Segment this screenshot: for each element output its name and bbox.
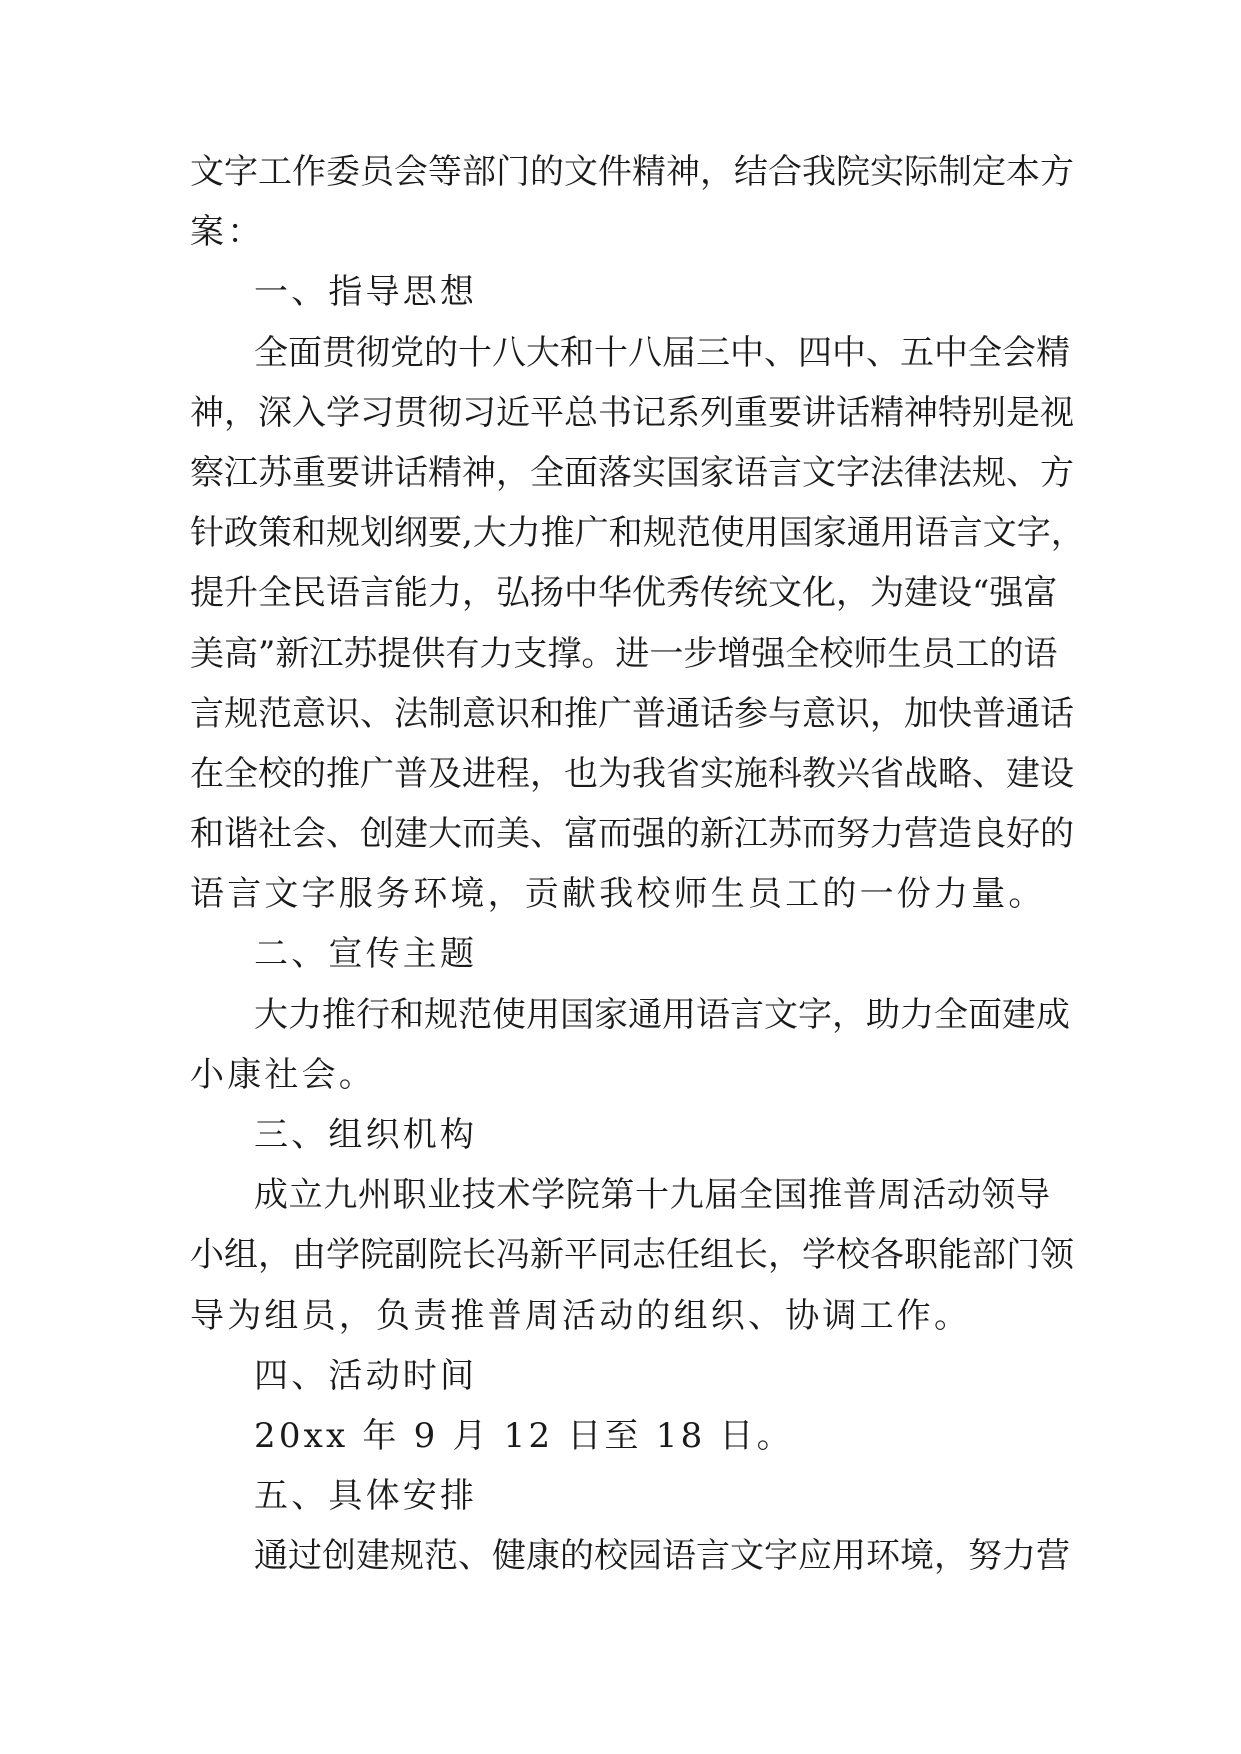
paragraph-line: 通过创建规范、健康的校园语言文字应用环境，努力营 [254,1536,1070,1577]
paragraph-line: 和谐社会、创建大而美、富而强的新江苏而努力营造良好的 [190,814,1074,855]
paragraph-line: 文字工作委员会等部门的文件精神，结合我院实际制定本方 [190,152,1074,192]
section-heading: 一、指导思想 [254,272,478,313]
paragraph-line: 针政策和规划纲要,大力推广和规范使用国家通用语言文字， [190,513,1085,554]
paragraph-line: 神，深入学习贯彻习近平总书记系列重要讲话精神特别是视 [190,392,1074,433]
paragraph-line: 提升全民语言能力，弘扬中华优秀传统文化，为建设“强富 [190,573,1058,614]
paragraph-line: 在全校的推广普及进程，也为我省实施科教兴省战略、建设 [190,753,1074,794]
paragraph-line: 成立九州职业技术学院第十九届全国推普周活动领导 [254,1175,1050,1216]
paragraph-line: 大力推行和规范使用国家通用语言文字，助力全面建成 [254,994,1070,1035]
paragraph-line: 全面贯彻党的十八大和十八届三中、四中、五中全会精 [254,332,1070,373]
section-heading: 二、宣传主题 [254,934,478,975]
section-heading: 五、具体安排 [254,1476,478,1517]
paragraph-line: 语言文字服务环境，贡献我校师生员工的一份力量。 [190,874,1046,915]
section-heading: 三、组织机构 [254,1115,478,1155]
document-page [190,142,1085,1587]
paragraph-line: 察江苏重要讲话精神，全面落实国家语言文字法律法规、方 [190,452,1074,493]
paragraph-line: 言规范意识、法制意识和推广普通话参与意识，加快普通话 [190,693,1074,734]
section-heading: 四、活动时间 [254,1355,478,1396]
paragraph-line: 小组，由学院副院长冯新平同志任组长，学校各职能部门领 [190,1235,1074,1276]
paragraph-line: 美高”新江苏提供有力支撑。进一步增强全校师生员工的语 [190,633,1058,674]
paragraph-line: 导为组员，负责推普周活动的组织、协调工作。 [190,1295,972,1336]
paragraph-line: 20xx 年 9 月 12 日至 18 日。 [254,1415,794,1456]
paragraph-line: 小康社会。 [190,1054,376,1095]
paragraph-line: 案： [190,212,265,253]
